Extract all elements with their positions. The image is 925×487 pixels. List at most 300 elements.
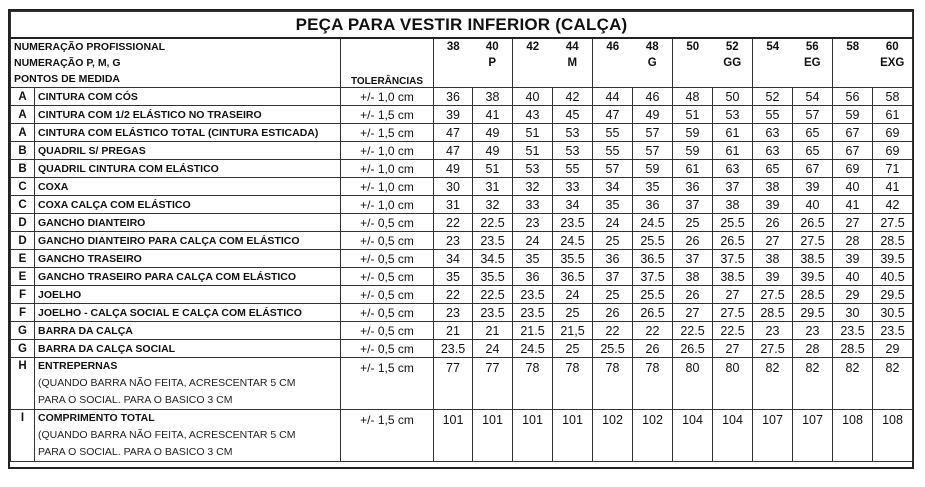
size-value: 69 [873, 142, 913, 160]
measure-letter: C [11, 178, 35, 196]
table-row [11, 322, 913, 340]
table-row [11, 106, 913, 124]
size-value: 24.5 [633, 214, 673, 232]
tolerance-value: +/- 0,5 cm [341, 250, 434, 268]
chart-title: PEÇA PARA VESTIR INFERIOR (CALÇA) [11, 12, 913, 39]
size-value: 23.5 [833, 322, 873, 340]
size-number: 58 [833, 38, 873, 55]
size-value: 24 [473, 340, 513, 358]
measure-name: CINTURA COM 1/2 ELÁSTICO NO TRASEIRO [35, 106, 341, 124]
size-value: 34 [593, 178, 633, 196]
size-value: 27.5 [713, 304, 753, 322]
size-value: 36 [633, 196, 673, 214]
size-value: 27 [833, 214, 873, 232]
header-tolerancias: TOLERÂNCIAS [341, 38, 434, 88]
measure-letter: E [11, 250, 35, 268]
size-value: 40 [833, 178, 873, 196]
size-value: 29.5 [793, 304, 833, 322]
size-value: 25 [593, 286, 633, 304]
size-value: 28 [833, 232, 873, 250]
size-value: 61 [873, 106, 913, 124]
size-value: 25.5 [633, 286, 673, 304]
size-value: 33 [513, 196, 553, 214]
table-row [11, 304, 913, 322]
measure-letter: B [11, 160, 35, 178]
table-row [11, 340, 913, 358]
size-value: 49 [473, 142, 513, 160]
size-value: 37 [713, 178, 753, 196]
size-value: 22.5 [473, 286, 513, 304]
size-value: 26 [633, 340, 673, 358]
size-value: 38 [473, 88, 513, 106]
size-value: 65 [753, 160, 793, 178]
table-row [11, 250, 913, 268]
size-value: 31 [473, 178, 513, 196]
size-header-spacer [793, 71, 833, 88]
size-value: 47 [434, 124, 473, 142]
size-value: 42 [553, 88, 593, 106]
size-value: 26.5 [793, 214, 833, 232]
size-value: 33 [553, 178, 593, 196]
header-numeracao-profissional: NUMERAÇÃO PROFISSIONAL [11, 38, 341, 55]
measure-letter: F [11, 286, 35, 304]
size-value: 47 [593, 106, 633, 124]
size-chart-frame [8, 9, 914, 469]
size-header-spacer [473, 71, 513, 88]
size-value: 27.5 [753, 286, 793, 304]
tolerance-value: +/- 0,5 cm [341, 304, 434, 322]
size-value: 49 [434, 160, 473, 178]
size-value: 23.5 [434, 340, 473, 358]
size-value: 24 [593, 214, 633, 232]
measure-letter: A [11, 124, 35, 142]
size-value: 39 [833, 250, 873, 268]
size-value: 46 [633, 88, 673, 106]
size-value: 35 [633, 178, 673, 196]
size-header-spacer [593, 71, 633, 88]
table-row [11, 286, 913, 304]
measure-cell [35, 358, 341, 410]
measure-note: (QUANDO BARRA NÃO FEITA, ACRESCENTAR 5 CM [38, 429, 296, 441]
size-value: 53 [713, 106, 753, 124]
table-row-long [11, 410, 913, 462]
size-value: 21 [434, 322, 473, 340]
size-value: 53 [553, 124, 593, 142]
size-value: 107 [793, 410, 833, 462]
size-value: 39 [434, 106, 473, 124]
size-value: 56 [833, 88, 873, 106]
size-number: 50 [673, 38, 713, 55]
size-header-spacer [513, 71, 553, 88]
size-value: 21,5 [553, 322, 593, 340]
tolerance-value: +/- 0,5 cm [341, 268, 434, 286]
size-value: 78 [513, 358, 553, 410]
size-value: 25.5 [713, 214, 753, 232]
size-value: 51 [513, 124, 553, 142]
size-value: 80 [673, 358, 713, 410]
size-value: 32 [473, 196, 513, 214]
size-value: 37 [673, 196, 713, 214]
size-letter-empty [434, 55, 473, 71]
size-value: 53 [553, 142, 593, 160]
size-value: 27.5 [753, 340, 793, 358]
size-value: 45 [553, 106, 593, 124]
size-value: 28.5 [873, 232, 913, 250]
size-value: 34 [553, 196, 593, 214]
size-value: 28.5 [753, 304, 793, 322]
size-value: 108 [873, 410, 913, 462]
size-value: 34 [434, 250, 473, 268]
measure-letter: F [11, 304, 35, 322]
size-value: 39 [753, 268, 793, 286]
tolerance-value: +/- 1,0 cm [341, 196, 434, 214]
measure-letter: D [11, 214, 35, 232]
size-value: 67 [833, 142, 873, 160]
size-value: 47 [434, 142, 473, 160]
size-value: 38 [713, 196, 753, 214]
measure-letter: H [11, 358, 35, 410]
size-value: 23.5 [473, 304, 513, 322]
size-value: 104 [713, 410, 753, 462]
size-value: 26.5 [713, 232, 753, 250]
size-letter-empty [593, 55, 633, 71]
size-header-spacer [633, 71, 673, 88]
size-value: 36.5 [633, 250, 673, 268]
size-value: 55 [593, 142, 633, 160]
size-value: 35 [593, 196, 633, 214]
size-value: 63 [713, 160, 753, 178]
size-value: 57 [593, 160, 633, 178]
size-value: 28.5 [793, 286, 833, 304]
size-value: 40 [833, 268, 873, 286]
measure-letter: E [11, 268, 35, 286]
size-value: 23.5 [513, 304, 553, 322]
size-value: 51 [673, 106, 713, 124]
size-value: 59 [833, 106, 873, 124]
size-value: 43 [513, 106, 553, 124]
size-value: 25 [553, 304, 593, 322]
table-row [11, 124, 913, 142]
measure-name: CINTURA COM CÓS [35, 88, 341, 106]
size-value: 37.5 [713, 250, 753, 268]
size-value: 101 [513, 410, 553, 462]
size-header-spacer [873, 71, 913, 88]
size-value: 38.5 [793, 250, 833, 268]
measure-name: COXA [35, 178, 341, 196]
size-value: 63 [753, 124, 793, 142]
size-letter: EG [793, 55, 833, 71]
size-header-spacer [713, 71, 753, 88]
size-value: 26 [753, 214, 793, 232]
size-letter-empty [753, 55, 793, 71]
measure-name: COXA CALÇA COM ELÁSTICO [35, 196, 341, 214]
size-value: 21.5 [513, 322, 553, 340]
size-value: 82 [873, 358, 913, 410]
size-value: 59 [673, 124, 713, 142]
size-value: 35.5 [473, 268, 513, 286]
size-value: 65 [793, 124, 833, 142]
size-value: 57 [793, 106, 833, 124]
size-letter-empty [833, 55, 873, 71]
size-number: 42 [513, 38, 553, 55]
header-numeracao-pmg: NUMERAÇÃO P, M, G [11, 55, 341, 71]
measure-letter: C [11, 196, 35, 214]
size-value: 58 [873, 88, 913, 106]
size-value: 27 [713, 286, 753, 304]
size-value: 44 [593, 88, 633, 106]
size-header-spacer [673, 71, 713, 88]
size-value: 28 [793, 340, 833, 358]
size-number: 40 [473, 38, 513, 55]
size-value: 26.5 [633, 304, 673, 322]
size-letter: P [473, 55, 513, 71]
size-value: 39.5 [873, 250, 913, 268]
size-value: 29.5 [873, 286, 913, 304]
measure-letter: B [11, 142, 35, 160]
table-row [11, 214, 913, 232]
size-value: 69 [873, 124, 913, 142]
size-value: 80 [713, 358, 753, 410]
measure-name: BARRA DA CALÇA [35, 322, 341, 340]
size-value: 30.5 [873, 304, 913, 322]
size-value: 23 [753, 322, 793, 340]
size-value: 22.5 [473, 214, 513, 232]
size-value: 38 [673, 268, 713, 286]
table-row [11, 178, 913, 196]
size-value: 22 [633, 322, 673, 340]
size-value: 82 [833, 358, 873, 410]
size-value: 22.5 [673, 322, 713, 340]
size-value: 42 [873, 196, 913, 214]
size-value: 61 [713, 142, 753, 160]
size-value: 55 [553, 160, 593, 178]
size-value: 53 [513, 160, 553, 178]
measure-name: QUADRIL S/ PREGAS [35, 142, 341, 160]
measure-name: ENTREPERNAS [38, 360, 118, 372]
size-number: 54 [753, 38, 793, 55]
measure-letter: G [11, 322, 35, 340]
table-row [11, 268, 913, 286]
size-number: 44 [553, 38, 593, 55]
measure-name: GANCHO DIANTEIRO PARA CALÇA COM ELÁSTICO [35, 232, 341, 250]
measure-name: QUADRIL CINTURA COM ELÁSTICO [35, 160, 341, 178]
size-value: 35.5 [553, 250, 593, 268]
size-value: 78 [553, 358, 593, 410]
table-row [11, 196, 913, 214]
size-value: 35 [513, 250, 553, 268]
size-value: 39 [753, 196, 793, 214]
size-value: 63 [753, 142, 793, 160]
size-value: 38 [753, 250, 793, 268]
size-number: 52 [713, 38, 753, 55]
size-letter: G [633, 55, 673, 71]
tolerance-value: +/- 1,5 cm [341, 358, 434, 410]
size-number: 48 [633, 38, 673, 55]
size-value: 48 [673, 88, 713, 106]
size-value: 32 [513, 178, 553, 196]
size-value: 23.5 [473, 232, 513, 250]
size-value: 37.5 [633, 268, 673, 286]
size-value: 36 [673, 178, 713, 196]
size-value: 23.5 [513, 286, 553, 304]
size-value: 82 [793, 358, 833, 410]
size-value: 41 [473, 106, 513, 124]
size-value: 26 [593, 304, 633, 322]
measure-note: PARA O SOCIAL. PARA O BASICO 3 CM [38, 446, 233, 458]
size-value: 37 [673, 250, 713, 268]
tolerance-value: +/- 1,0 cm [341, 160, 434, 178]
size-value: 25 [553, 340, 593, 358]
size-number: 38 [434, 38, 473, 55]
table-row [11, 142, 913, 160]
tolerance-value: +/- 0,5 cm [341, 286, 434, 304]
size-value: 21 [473, 322, 513, 340]
size-value: 27 [753, 232, 793, 250]
size-value: 27.5 [873, 214, 913, 232]
table-row-long [11, 358, 913, 410]
measure-name: GANCHO TRASEIRO [35, 250, 341, 268]
size-value: 30 [434, 178, 473, 196]
size-letter: EXG [873, 55, 913, 71]
size-value: 34.5 [473, 250, 513, 268]
size-value: 77 [473, 358, 513, 410]
size-value: 102 [633, 410, 673, 462]
size-value: 22 [593, 322, 633, 340]
size-value: 24 [513, 232, 553, 250]
size-value: 25.5 [633, 232, 673, 250]
size-value: 26 [673, 232, 713, 250]
measure-note: PARA O SOCIAL. PARA O BASICO 3 CM [38, 394, 233, 406]
size-chart-table [10, 11, 913, 462]
size-value: 40 [513, 88, 553, 106]
size-number: 46 [593, 38, 633, 55]
size-value: 107 [753, 410, 793, 462]
size-value: 36.5 [553, 268, 593, 286]
size-value: 23.5 [873, 322, 913, 340]
size-value: 38.5 [713, 268, 753, 286]
size-value: 69 [833, 160, 873, 178]
measure-letter: D [11, 232, 35, 250]
size-value: 49 [633, 106, 673, 124]
size-value: 59 [673, 142, 713, 160]
size-value: 36 [593, 250, 633, 268]
table-row [11, 160, 913, 178]
size-value: 51 [513, 142, 553, 160]
size-value: 36 [434, 88, 473, 106]
size-value: 49 [473, 124, 513, 142]
size-value: 54 [793, 88, 833, 106]
size-value: 67 [833, 124, 873, 142]
table-row [11, 88, 913, 106]
tolerance-value: +/- 1,5 cm [341, 106, 434, 124]
size-value: 57 [633, 124, 673, 142]
size-value: 24.5 [553, 232, 593, 250]
size-letter: M [553, 55, 593, 71]
tolerance-value: +/- 1,0 cm [341, 178, 434, 196]
size-value: 26 [673, 286, 713, 304]
table-row [11, 232, 913, 250]
measure-name: JOELHO [35, 286, 341, 304]
tolerance-value: +/- 0,5 cm [341, 322, 434, 340]
size-value: 59 [633, 160, 673, 178]
size-value: 27.5 [793, 232, 833, 250]
size-value: 101 [473, 410, 513, 462]
size-value: 25.5 [593, 340, 633, 358]
size-value: 108 [833, 410, 873, 462]
measure-name: GANCHO TRASEIRO PARA CALÇA COM ELÁSTICO [35, 268, 341, 286]
size-value: 41 [873, 178, 913, 196]
size-value: 39.5 [793, 268, 833, 286]
size-value: 102 [593, 410, 633, 462]
size-value: 23 [793, 322, 833, 340]
size-value: 28.5 [833, 340, 873, 358]
size-value: 27 [673, 304, 713, 322]
size-value: 37 [593, 268, 633, 286]
tolerance-value: +/- 1,0 cm [341, 88, 434, 106]
measure-name: COMPRIMENTO TOTAL [38, 412, 155, 424]
size-value: 29 [833, 286, 873, 304]
size-value: 77 [434, 358, 473, 410]
measure-name: BARRA DA CALÇA SOCIAL [35, 340, 341, 358]
size-value: 23 [434, 304, 473, 322]
size-value: 78 [633, 358, 673, 410]
size-value: 26.5 [673, 340, 713, 358]
size-value: 22.5 [713, 322, 753, 340]
size-value: 23 [513, 214, 553, 232]
top-margin [0, 0, 925, 9]
size-value: 55 [753, 106, 793, 124]
size-value: 61 [713, 124, 753, 142]
size-value: 71 [873, 160, 913, 178]
size-value: 65 [793, 142, 833, 160]
size-value: 40.5 [873, 268, 913, 286]
size-value: 39 [793, 178, 833, 196]
measure-name: CINTURA COM ELÁSTICO TOTAL (CINTURA ESTICADA) [35, 124, 341, 142]
measure-note: (QUANDO BARRA NÃO FEITA, ACRESCENTAR 5 CM [38, 377, 296, 389]
size-value: 41 [833, 196, 873, 214]
measure-cell [35, 410, 341, 462]
measure-letter: A [11, 106, 35, 124]
size-value: 40 [793, 196, 833, 214]
tolerance-value: +/- 0,5 cm [341, 214, 434, 232]
measure-letter: I [11, 410, 35, 462]
tolerance-value: +/- 1,5 cm [341, 124, 434, 142]
size-letter-empty [513, 55, 553, 71]
size-value: 101 [434, 410, 473, 462]
size-value: 55 [593, 124, 633, 142]
size-value: 82 [753, 358, 793, 410]
size-value: 29 [873, 340, 913, 358]
size-value: 101 [553, 410, 593, 462]
size-value: 50 [713, 88, 753, 106]
size-value: 61 [673, 160, 713, 178]
size-value: 27 [713, 340, 753, 358]
size-value: 24 [553, 286, 593, 304]
tolerance-value: +/- 1,0 cm [341, 142, 434, 160]
size-header-spacer [753, 71, 793, 88]
size-value: 67 [793, 160, 833, 178]
size-letter: GG [713, 55, 753, 71]
size-letter-empty [673, 55, 713, 71]
header-pontos-de-medida: PONTOS DE MEDIDA [11, 71, 341, 88]
size-value: 23.5 [553, 214, 593, 232]
size-value: 30 [833, 304, 873, 322]
tolerance-value: +/- 0,5 cm [341, 340, 434, 358]
measure-name: JOELHO - CALÇA SOCIAL E CALÇA COM ELÁSTICO [35, 304, 341, 322]
size-value: 35 [434, 268, 473, 286]
size-value: 22 [434, 214, 473, 232]
size-value: 57 [633, 142, 673, 160]
